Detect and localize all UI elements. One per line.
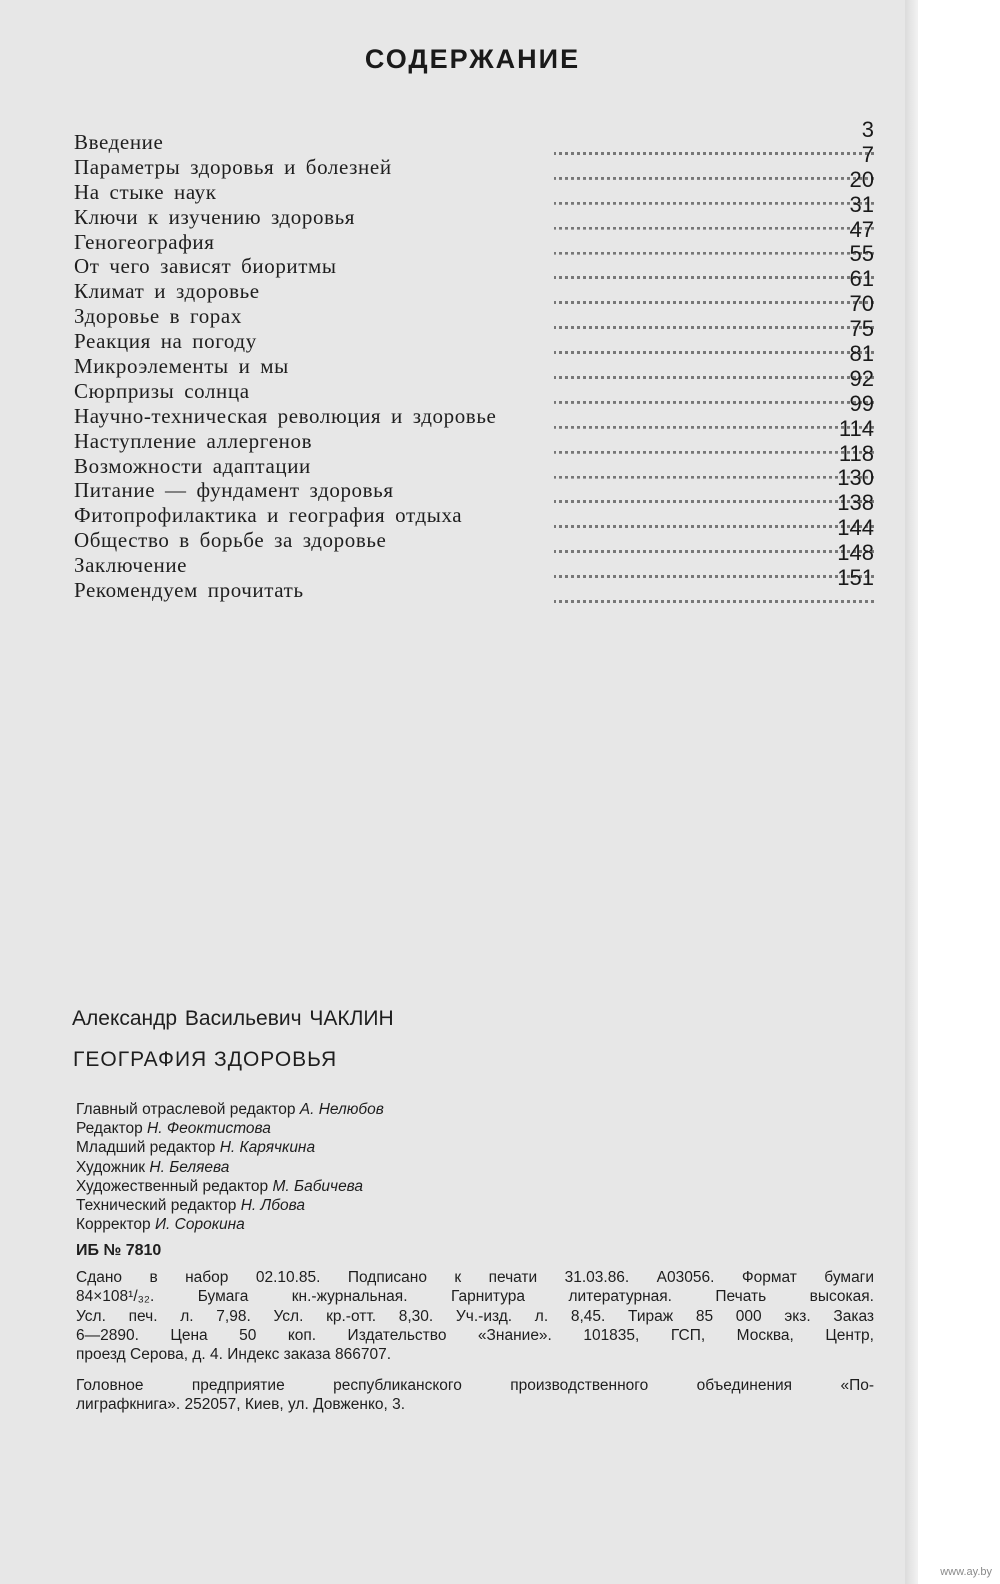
toc-entry-page: 31 <box>849 191 874 217</box>
toc-entry-page: 114 <box>838 415 874 441</box>
imprint-line: Усл. печ. л. 7,98. Усл. кр.-отт. 8,30. Уч.-изд. л. 8,45. Тираж 85 000 экз. Заказ <box>76 1307 874 1325</box>
imprint-line: 6—2890. Цена 50 коп. Издательство «Знание». 101835, ГСП, Москва, Центр, <box>76 1326 874 1344</box>
table-of-contents <box>74 117 874 603</box>
toc-entry-page: 148 <box>837 540 874 566</box>
credit-row <box>76 1138 384 1157</box>
toc-entry-page: 61 <box>849 266 874 292</box>
toc-entry-title: Заключение <box>74 553 188 578</box>
credits-list <box>76 1100 384 1234</box>
imprint-line: Сдано в набор 02.10.85. Подписано к печати 31.03.86. А03056. Формат бумаги <box>76 1269 874 1286</box>
credit-role: Корректор <box>76 1216 151 1234</box>
printer-line: Головное предприятие республиканского производственного объединения «По- <box>76 1377 874 1394</box>
page-edge <box>905 0 918 1584</box>
credit-name: М. Бабичева <box>272 1177 364 1195</box>
toc-entry-page: 70 <box>849 291 874 317</box>
credit-name: И. Сорокина <box>154 1216 245 1234</box>
toc-entry-title: Геногеография <box>74 229 215 254</box>
toc-entry-page: 55 <box>849 241 874 267</box>
credit-name: Н. Беляева <box>149 1158 230 1176</box>
toc-entry-page: 75 <box>849 316 874 342</box>
toc-entry <box>74 117 874 154</box>
credit-name: А. Нелюбов <box>299 1101 384 1118</box>
ib-number: ИБ № 7810 <box>76 1242 162 1259</box>
watermark: www.ay.by <box>940 1566 992 1578</box>
toc-entry-title: Параметры здоровья и болезней <box>74 154 392 179</box>
credit-role: Художник <box>76 1158 146 1176</box>
toc-entry-page: 7 <box>861 141 874 167</box>
credit-row <box>76 1215 384 1234</box>
toc-entry-title: Научно-техническая революция и здоровье <box>74 403 497 428</box>
credit-name: Н. Карячкина <box>219 1139 316 1157</box>
toc-entry-page: 92 <box>849 365 874 391</box>
toc-entry-title: Ключи к изучению здоровья <box>74 204 356 229</box>
credit-row <box>76 1196 384 1215</box>
toc-entry-title: Здоровье в горах <box>74 304 242 329</box>
toc-entry-title: На стыке наук <box>74 179 217 204</box>
toc-entry-title: Фитопрофилактика и география отдыха <box>74 503 463 528</box>
toc-entry-title: Введение <box>74 130 164 154</box>
toc-entry-title: Микроэлементы и мы <box>74 354 289 379</box>
printer-line: лиграфкнига». 252057, Киев, ул. Довженко, 3. <box>76 1396 406 1414</box>
credit-role: Художественный редактор <box>76 1177 269 1195</box>
toc-entry-page: 20 <box>849 166 874 192</box>
leader-dots <box>74 128 874 155</box>
credit-row <box>76 1100 384 1119</box>
leader-dots <box>74 551 874 578</box>
credit-row <box>76 1177 384 1196</box>
toc-entry-title: Климат и здоровье <box>74 279 260 304</box>
toc-entry-page: 138 <box>837 490 874 516</box>
toc-entry-title: Питание — фундамент здоровья <box>74 478 394 503</box>
toc-entry-page: 47 <box>849 216 874 242</box>
credit-name: Н. Лбова <box>240 1197 306 1215</box>
toc-entry-title: Сюрпризы солнца <box>74 378 250 403</box>
imprint-block <box>76 1268 874 1364</box>
credit-role: Главный отраслевой редактор <box>76 1101 296 1118</box>
imprint-line: 84×108¹/₃₂. Бумага кн.-журнальная. Гарнитура литературная. Печать высокая. <box>76 1288 874 1306</box>
toc-entry-page: 99 <box>849 390 874 416</box>
author-name: Александр Васильевич ЧАКЛИН <box>72 1007 394 1030</box>
toc-entry-title: Наступление аллергенов <box>74 428 313 453</box>
credit-role: Технический редактор <box>76 1197 237 1215</box>
toc-entry-page: 151 <box>837 565 874 591</box>
toc-entry-title: Рекомендуем прочитать <box>74 578 304 603</box>
toc-entry-title: Возможности адаптации <box>74 453 311 478</box>
toc-entry-page: 3 <box>861 117 874 142</box>
toc-entry-title: Реакция на погоду <box>74 329 257 354</box>
credit-row <box>76 1158 384 1177</box>
toc-entry-page: 81 <box>849 341 874 367</box>
imprint-line: проезд Серова, д. 4. Индекс заказа 866707. <box>76 1346 392 1364</box>
credit-name: Н. Феоктистова <box>147 1120 271 1138</box>
credit-role: Редактор <box>76 1120 143 1138</box>
toc-title: СОДЕРЖАНИЕ <box>364 44 581 74</box>
toc-entry-page: 144 <box>837 515 874 541</box>
credit-row <box>76 1119 384 1138</box>
toc-entry-page: 118 <box>838 440 874 466</box>
toc-entry-title: Общество в борьбе за здоровье <box>74 528 387 553</box>
toc-entry-page: 130 <box>837 465 874 491</box>
book-title: ГЕОГРАФИЯ ЗДОРОВЬЯ <box>73 1048 338 1071</box>
toc-entry-title: От чего зависят биоритмы <box>74 254 337 279</box>
printer-block <box>76 1376 874 1415</box>
credit-role: Младший редактор <box>76 1139 216 1157</box>
